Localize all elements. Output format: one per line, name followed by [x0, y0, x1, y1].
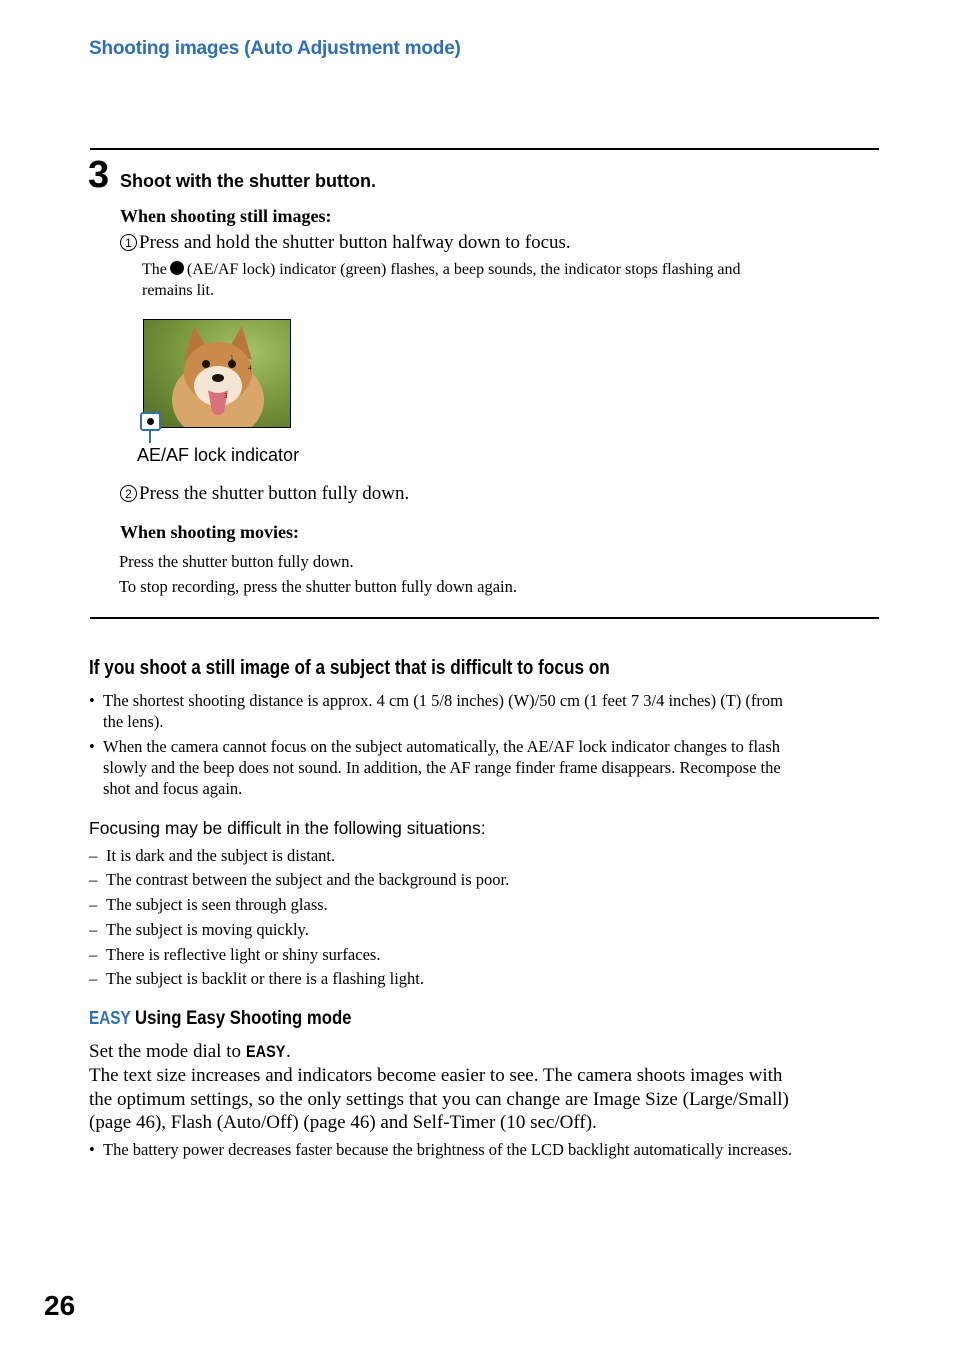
easy-note: [89, 1139, 879, 1160]
ae-af-lock-caption: AE/AF lock indicator: [137, 445, 300, 465]
step-number: 3: [88, 154, 110, 196]
bullet-mark: •: [89, 737, 95, 756]
movies-heading: When shooting movies:: [120, 522, 300, 542]
focus-section-title: If you shoot a still image of a subject that is difficult to focus on: [89, 657, 610, 679]
circled-number-1: 1: [120, 234, 137, 251]
movies-line-1: Press the shutter button fully down.: [119, 552, 354, 571]
dog-photo-icon: [144, 320, 291, 428]
step-title: Shoot with the shutter button.: [120, 171, 376, 191]
situation-text: It is dark and the subject is distant.: [106, 846, 336, 865]
easy-mode-icon: EASY: [89, 1008, 131, 1028]
situation-text: The subject is seen through glass.: [106, 895, 328, 914]
easy-note-text: The battery power decreases faster because the brightness of the LCD backlight automatically increases.: [103, 1140, 793, 1159]
bottom-divider: [90, 617, 879, 619]
focus-bullet-1: [89, 690, 869, 732]
ae-af-note-post: (AE/AF lock) indicator (green) flashes, a beep sounds, the indicator stops flashing and: [186, 261, 741, 278]
situation-text: The contrast between the subject and the background is poor.: [106, 870, 510, 889]
focus-bullet-2-line-2: slowly and the beep does not sound. In addition, the AF range finder frame disappears. Recompose the: [103, 758, 781, 777]
bullet-mark: •: [89, 691, 95, 710]
easy-description-line-2: the optimum settings, so the only settings that you can change are Image Size (Large/Small): [89, 1088, 789, 1110]
lcd-screen-illustration: [143, 319, 291, 428]
ae-af-note-pre: The: [142, 261, 167, 278]
still-step-1: [120, 232, 571, 254]
still-step-2-text: Press the shutter button fully down.: [139, 483, 410, 504]
situation-item: [89, 846, 335, 866]
easy-description: [89, 1064, 879, 1135]
easy-description-line-3: (page 46), Flash (Auto/Off) (page 46) and Self-Timer (10 sec/Off).: [89, 1112, 597, 1133]
svg-text:3: 3: [224, 393, 228, 400]
situation-text: The subject is backlit or there is a flashing light.: [106, 969, 425, 988]
movies-line-2: To stop recording, press the shutter button fully down again.: [119, 577, 517, 596]
difficult-intro: Focusing may be difficult in the following situations:: [89, 818, 486, 838]
focus-bullet-2-line-1: When the camera cannot focus on the subject automatically, the AE/AF lock indicator changes to flash: [103, 737, 781, 756]
still-step-2: [120, 483, 409, 505]
dash-mark: –: [89, 870, 98, 889]
circled-number-2: 2: [120, 485, 137, 502]
dash-mark: –: [89, 945, 98, 964]
dash-mark: –: [89, 969, 98, 988]
bullet-mark: •: [89, 1140, 95, 1159]
focus-bullet-1-line-2: the lens).: [103, 712, 164, 731]
easy-set-post: .: [286, 1041, 291, 1062]
dash-mark: –: [89, 920, 98, 939]
still-images-heading: When shooting still images:: [120, 206, 332, 226]
page-header-title: Shooting images (Auto Adjustment mode): [89, 38, 461, 59]
ae-af-lock-dot-icon: [170, 261, 184, 275]
dash-mark: –: [89, 846, 98, 865]
easy-description-line-1: The text size increases and indicators become easier to see. The camera shoots images with: [89, 1065, 783, 1086]
easy-set-pre: Set the mode dial to: [89, 1041, 241, 1062]
callout-line: [149, 430, 151, 443]
focus-bullet-1-line-1: The shortest shooting distance is approx. 4 cm (1 5/8 inches) (W)/50 cm (1 feet 7 3/4 inches) (T) (from: [103, 691, 783, 710]
situation-item: [89, 870, 509, 890]
situation-item: [89, 895, 328, 915]
easy-dial-icon: EASY: [245, 1042, 286, 1061]
easy-set-mode: [89, 1040, 879, 1064]
ae-af-note: [142, 259, 862, 301]
svg-text:4: 4: [248, 365, 252, 372]
situation-text: There is reflective light or shiny surfaces.: [106, 945, 381, 964]
focus-bullet-2: [89, 736, 869, 799]
focus-bullet-2-line-3: shot and focus again.: [103, 779, 243, 798]
ae-af-lock-indicator-dot: [147, 418, 154, 425]
top-divider: [90, 148, 879, 150]
situation-item: [89, 920, 309, 940]
ae-af-note-line2: remains lit.: [142, 282, 214, 299]
still-step-1-text: Press and hold the shutter button halfway down to focus.: [139, 232, 571, 253]
dash-mark: –: [89, 895, 98, 914]
easy-section-heading: [89, 1008, 381, 1030]
page-number: 26: [44, 1290, 76, 1321]
svg-text:1: 1: [230, 355, 234, 362]
situation-item: [89, 945, 380, 965]
situation-item: [89, 969, 424, 989]
situation-text: The subject is moving quickly.: [106, 920, 309, 939]
easy-section-title: Using Easy Shooting mode: [135, 1008, 352, 1029]
